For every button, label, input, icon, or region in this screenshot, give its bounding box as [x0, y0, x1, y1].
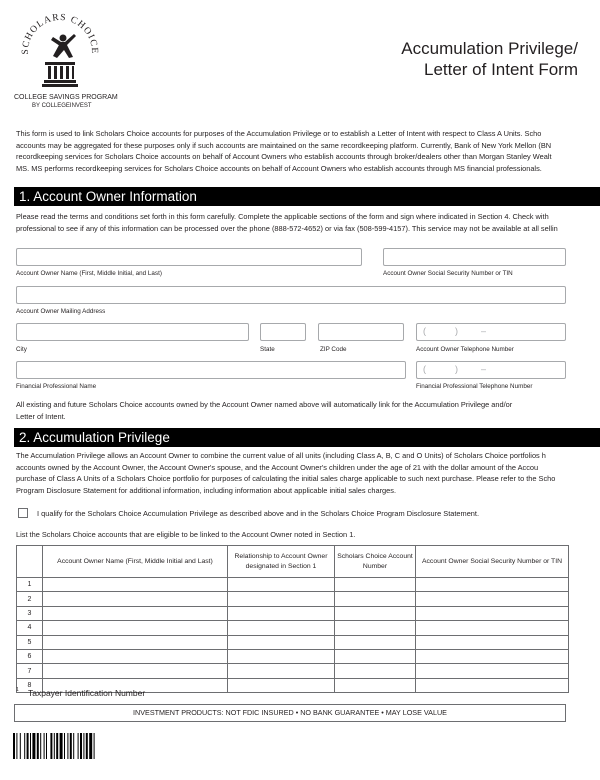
ssn-cell[interactable]	[416, 578, 569, 592]
intro-line: recordkeeping services for Scholars Choice accounts on behalf of Account Owners who establish accounts through broker/dealers other than Morgan Stanley Wealt	[16, 152, 552, 161]
qualify-checkbox[interactable]	[18, 508, 28, 518]
section2-heading: 2. Accumulation Privilege	[14, 428, 600, 447]
state-field[interactable]	[260, 323, 306, 341]
fp-phone-label: Financial Professional Telephone Number	[416, 383, 533, 390]
table-header-row	[17, 546, 569, 578]
row-number: 2	[17, 592, 43, 606]
account-number-cell[interactable]	[335, 606, 416, 620]
intro-paragraph	[16, 128, 600, 174]
row-number: 3	[17, 606, 43, 620]
ssn-cell[interactable]	[416, 606, 569, 620]
owner-ssn-label: Account Owner Social Security Number or TIN	[383, 270, 513, 277]
footnote-marker: 1	[16, 687, 19, 693]
barcode-image	[12, 733, 130, 759]
instruction-line: Please read the terms and conditions set forth in this form carefully. Complete the applicable sections of the form and sign where indicated in Section 4. Check with	[16, 212, 549, 221]
city-field[interactable]	[16, 323, 249, 341]
form-title-line1: Accumulation Privilege/	[401, 39, 578, 58]
owner-name-cell[interactable]	[43, 592, 228, 606]
relationship-cell[interactable]	[228, 621, 335, 635]
owner-name-cell[interactable]	[43, 578, 228, 592]
owner-name-field[interactable]	[16, 248, 362, 266]
program-name: COLLEGE SAVINGS PROGRAM	[14, 94, 118, 101]
header-relationship: Relationship to Account Owner designated in Section 1	[228, 546, 335, 578]
qualify-checkbox-label: I qualify for the Scholars Choice Accumulation Privilege as described above and in the Scholars Choice Program Disclosure Statement.	[37, 509, 480, 518]
table-row	[17, 592, 569, 606]
account-number-cell[interactable]	[335, 678, 416, 692]
note-line: Letter of Intent.	[16, 411, 66, 421]
owner-name-cell[interactable]	[43, 621, 228, 635]
note-line: All existing and future Scholars Choice accounts owned by the Account Owner named above will automatically link for the Accumulation Privilege and/or	[16, 400, 513, 409]
table-row	[17, 664, 569, 678]
row-number: 5	[17, 635, 43, 649]
row-number: 8	[17, 678, 43, 692]
row-number: 6	[17, 649, 43, 663]
row-number: 1	[17, 578, 43, 592]
intro-line: MS. MS performs recordkeeping services for Scholars Choice accounts on behalf of Account Owners who establish accounts through MS financial professionals.	[16, 163, 542, 173]
section2-description	[16, 450, 600, 496]
description-line: accounts owned by the Account Owner, the Account Owner's spouse, and the Account Owner's children under the age of 21 with the dollar amount of the Accou	[16, 462, 539, 472]
section1-instructions	[16, 211, 600, 234]
relationship-cell[interactable]	[228, 592, 335, 606]
relationship-cell[interactable]	[228, 578, 335, 592]
description-line: Program Disclosure Statement for additional information, including information about applicable initial sales charges.	[16, 485, 396, 495]
linked-accounts-table	[16, 545, 569, 693]
program-sponsor: BY COLLEGEINVEST	[32, 103, 92, 109]
owner-phone-label: Account Owner Telephone Number	[416, 346, 514, 353]
ssn-cell[interactable]	[416, 664, 569, 678]
phone-paren-open: (	[423, 326, 426, 336]
owner-name-cell[interactable]	[43, 635, 228, 649]
state-label: State	[260, 346, 275, 353]
relationship-cell[interactable]	[228, 664, 335, 678]
intro-line: This form is used to link Scholars Choice accounts for purposes of the Accumulation Privilege or to establish a Letter of Intent with respect to Class A Units. Scho	[16, 129, 542, 138]
row-number: 7	[17, 664, 43, 678]
ssn-cell[interactable]	[416, 635, 569, 649]
section1-note	[16, 399, 600, 422]
row-number: 4	[17, 621, 43, 635]
owner-name-cell[interactable]	[43, 606, 228, 620]
description-line: purchase of Class A Units of a Scholars Choice portfolio for purposes of calculating the initial sales charge applicable to such next purchase. Please refer to the Scho	[16, 474, 556, 483]
phone-paren-open: (	[423, 364, 426, 374]
city-label: City	[16, 346, 27, 353]
account-number-cell[interactable]	[335, 664, 416, 678]
fp-phone-field[interactable]	[416, 361, 566, 379]
form-title-line2: Letter of Intent Form	[423, 60, 578, 79]
header-ssn: Account Owner Social Security Number or TIN	[416, 546, 569, 578]
relationship-cell[interactable]	[228, 635, 335, 649]
header-owner-name: Account Owner Name (First, Middle Initial and Last)	[43, 546, 228, 578]
account-number-cell[interactable]	[335, 621, 416, 635]
phone-dash: –	[481, 326, 487, 336]
ssn-cell[interactable]	[416, 621, 569, 635]
owner-ssn-field[interactable]	[383, 248, 566, 266]
relationship-cell[interactable]	[228, 649, 335, 663]
table-row	[17, 621, 569, 635]
zip-field[interactable]	[318, 323, 404, 341]
investment-disclaimer: INVESTMENT PRODUCTS: NOT FDIC INSURED • NO BANK GUARANTEE • MAY LOSE VALUE	[14, 704, 566, 722]
footnote-text: Taxpayer Identification Number	[28, 688, 146, 698]
description-line: The Accumulation Privilege allows an Account Owner to combine the current value of all units (including Class A, B, C and O Units) of Scholars Choice portfolios h	[16, 451, 546, 460]
ssn-cell[interactable]	[416, 649, 569, 663]
account-number-cell[interactable]	[335, 635, 416, 649]
owner-name-cell[interactable]	[43, 649, 228, 663]
intro-line: accounts may be aggregated for these purposes only if such accounts are maintained on the same recordkeeping platform. Currently, Bank of New York Mellon (BN	[16, 140, 552, 150]
ssn-cell[interactable]	[416, 592, 569, 606]
table-row	[17, 606, 569, 620]
form-title	[401, 38, 578, 80]
zip-label: ZIP Code	[320, 346, 347, 353]
fp-name-label: Financial Professional Name	[16, 383, 97, 390]
relationship-cell[interactable]	[228, 678, 335, 692]
owner-name-label: Account Owner Name (First, Middle Initial, and Last)	[16, 270, 162, 277]
account-number-cell[interactable]	[335, 578, 416, 592]
account-number-cell[interactable]	[335, 592, 416, 606]
fp-name-field[interactable]	[16, 361, 406, 379]
owner-phone-field[interactable]	[416, 323, 566, 341]
header-account-number: Scholars Choice Account Number	[335, 546, 416, 578]
row-number-header	[17, 546, 43, 578]
mailing-address-label: Account Owner Mailing Address	[16, 308, 106, 315]
phone-paren-close: )	[455, 326, 458, 336]
table-row	[17, 635, 569, 649]
phone-dash: –	[481, 364, 487, 374]
mailing-address-field[interactable]	[16, 286, 566, 304]
list-intro: List the Scholars Choice accounts that are eligible to be linked to the Account Owner noted in Section 1.	[16, 530, 356, 539]
relationship-cell[interactable]	[228, 606, 335, 620]
account-number-cell[interactable]	[335, 649, 416, 663]
logo-arc-text: SCHOLARS CHOICE	[20, 12, 100, 55]
scholars-choice-logo	[10, 10, 110, 100]
section1-heading: 1. Account Owner Information	[14, 187, 600, 206]
phone-paren-close: )	[455, 364, 458, 374]
table-row	[17, 578, 569, 592]
owner-name-cell[interactable]	[43, 664, 228, 678]
ssn-cell[interactable]	[416, 678, 569, 692]
table-row	[17, 649, 569, 663]
instruction-line: professional to see if any of this information can be processed over the phone (888-572-4652) or via fax (508-599-4157). This service may not be available at all sellin	[16, 223, 558, 233]
